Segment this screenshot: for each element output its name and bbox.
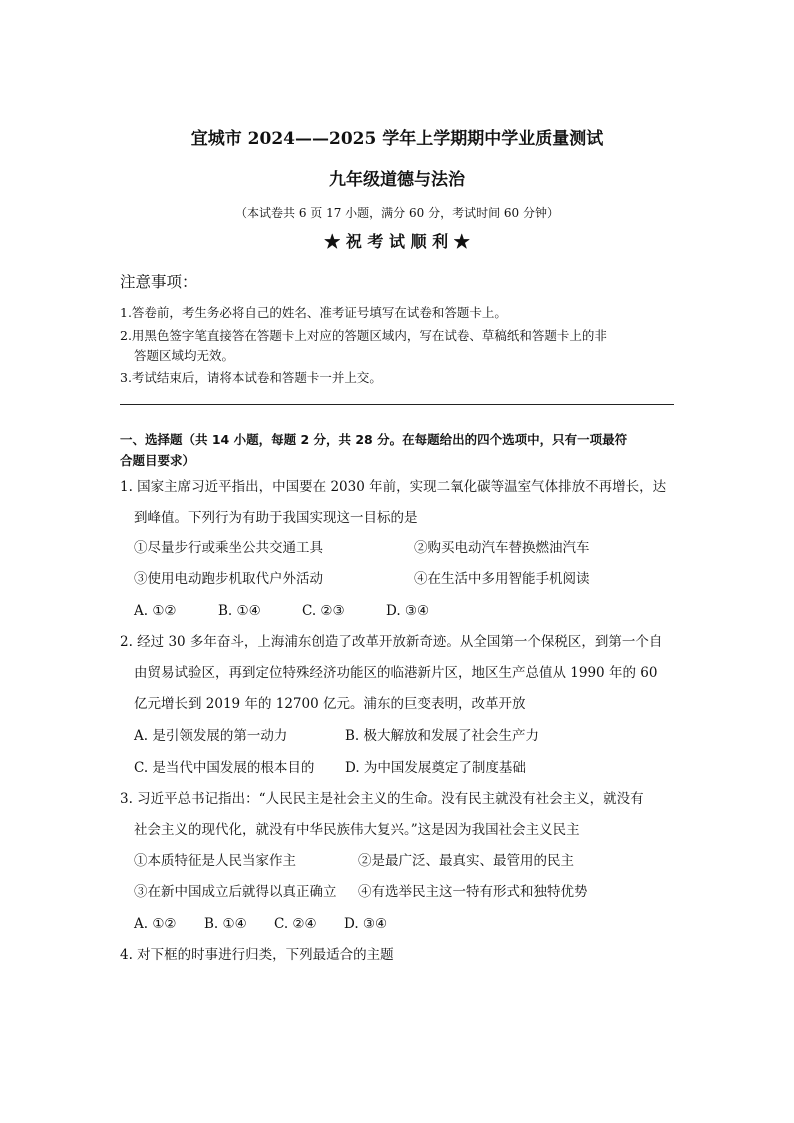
question-2-option-b[interactable]: B. 极大解放和发展了社会生产力: [345, 728, 540, 744]
question-2-text: 2. 经过 30 多年奋斗，上海浦东创造了改革开放新奇迹。从全国第一个保税区，到第一个自: [120, 634, 663, 650]
question-3-statement: ②是最广泛、最真实、最管用的民主: [358, 853, 574, 869]
question-1-option-c[interactable]: C. ②③: [302, 603, 345, 619]
question-3-option-d[interactable]: D. ③④: [344, 916, 388, 932]
question-1-text: 1. 国家主席习近平指出，中国要在 2030 年前，实现二氧化碳等温室气体排放不再增长，达: [120, 479, 667, 495]
question-3-statement: ④有选举民主这一特有形式和独特优势: [358, 884, 588, 900]
question-1-option-b[interactable]: B. ①④: [218, 603, 261, 619]
exam-info: （本试卷共 6 页 17 小题，满分 60 分，考试时间 60 分钟）: [235, 206, 559, 220]
notice-item: 2.用黑色签字笔直接答在答题卡上对应的答题区域内，写在试卷、草稿纸和答题卡上的非: [120, 328, 607, 343]
question-3-option-b[interactable]: B. ①④: [204, 916, 247, 932]
question-2-option-a[interactable]: A. 是引领发展的第一动力: [134, 728, 288, 744]
notice-item: 1.答卷前，考生务必将自己的姓名、准考证号填写在试卷和答题卡上。: [120, 305, 507, 320]
question-2-text: 由贸易试验区，再到定位特殊经济功能区的临港新片区，地区生产总值从 1990 年的 60: [134, 665, 658, 681]
notice-item: 3.考试结束后，请将本试卷和答题卡一并上交。: [120, 370, 382, 385]
question-1-option-a[interactable]: A. ①②: [134, 603, 177, 619]
notice-item: 答题区域均无效。: [134, 348, 235, 363]
notice-heading: 注意事项：: [120, 273, 198, 291]
question-3-option-a[interactable]: A. ①②: [134, 916, 177, 932]
question-3-statement: ③在新中国成立后就得以真正确立: [134, 884, 337, 900]
divider-line: [120, 404, 674, 405]
question-1-text: 到峰值。下列行为有助于我国实现这一目标的是: [134, 510, 418, 526]
exam-subtitle: 九年级道德与法治: [329, 170, 465, 190]
question-2-text: 亿元增长到 2019 年的 12700 亿元。浦东的巨变表明，改革开放: [134, 696, 526, 712]
section-heading: 合题目要求）: [120, 453, 196, 468]
question-2-option-d[interactable]: D. 为中国发展奠定了制度基础: [345, 760, 526, 776]
question-3-statement: ①本质特征是人民当家作主: [134, 853, 296, 869]
question-2-option-c[interactable]: C. 是当代中国发展的根本目的: [134, 760, 315, 776]
question-1-statement: ③使用电动跑步机取代户外活动: [134, 571, 323, 587]
question-3-text: 社会主义的现代化，就没有中华民族伟大复兴。”这是因为我国社会主义民主: [134, 822, 580, 838]
section-heading: 一、选择题（共 14 小题，每题 2 分，共 28 分。在每题给出的四个选项中，只有一项最符: [120, 432, 628, 447]
question-1-option-d[interactable]: D. ③④: [386, 603, 430, 619]
question-1-statement: ②购买电动汽车替换燃油汽车: [414, 540, 590, 556]
question-1-statement: ④在生活中多用智能手机阅读: [414, 571, 590, 587]
good-luck-banner: ★ 祝 考 试 顺 利 ★: [324, 232, 470, 251]
question-4-text: 4. 对下框的时事进行归类，下列最适合的主题: [120, 947, 394, 963]
question-3-option-c[interactable]: C. ②④: [274, 916, 317, 932]
question-3-text: 3. 习近平总书记指出：“人民民主是社会主义的生命。没有民主就没有社会主义，就没有: [120, 791, 644, 807]
question-1-statement: ①尽量步行或乘坐公共交通工具: [134, 540, 323, 556]
exam-title: 宜城市 2024——2025 学年上学期期中学业质量测试: [190, 129, 604, 149]
